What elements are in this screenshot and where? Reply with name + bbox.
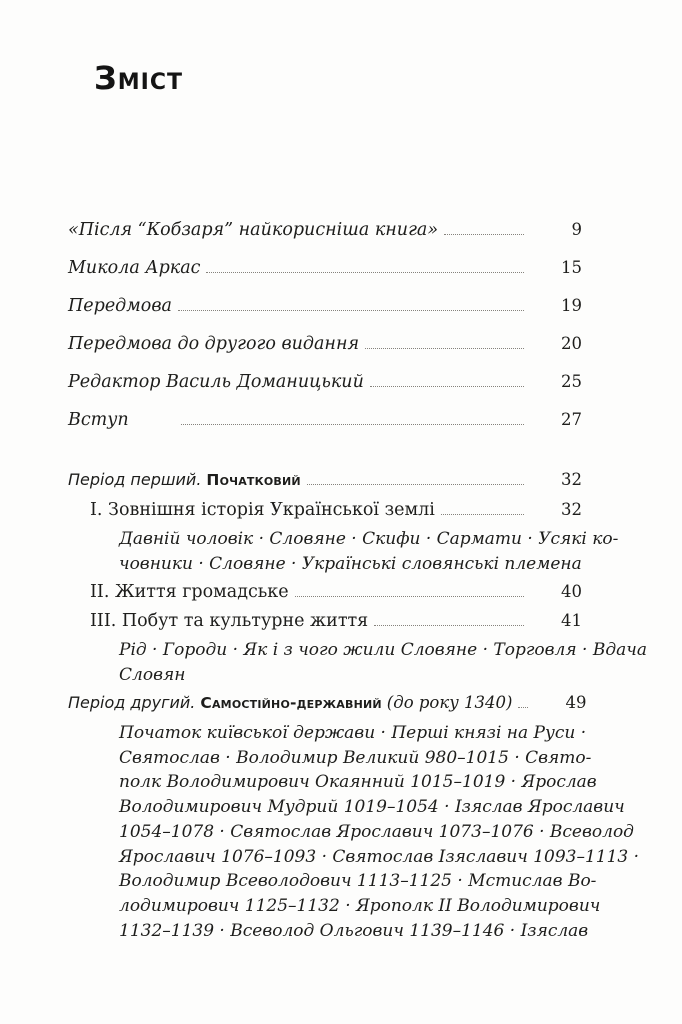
- toc-entry: [68, 408, 582, 432]
- toc-entry-page: 9: [571, 220, 582, 239]
- toc-entry-page: 15: [561, 258, 582, 277]
- toc-subentry: [90, 580, 582, 604]
- description-line: 1054–1078 · Святослав Ярославич 1073–1076 · Всеволод: [119, 821, 634, 842]
- section-name-label: Початковий: [206, 471, 301, 489]
- description-line: Володимир Всеволодович 1113–1125 · Мстислав Во-: [119, 871, 597, 892]
- toc-subentry-label: II. Життя громадське: [90, 582, 289, 602]
- toc-description: [119, 527, 619, 577]
- section-heading-label: [68, 468, 301, 492]
- toc-entry-label: Передмова: [68, 296, 172, 316]
- toc-section-heading: [68, 468, 582, 492]
- description-line: полк Володимирович Окаянний 1015–1019 · Ярослав: [119, 772, 597, 793]
- toc-section-page: 32: [561, 470, 582, 489]
- toc-description: [119, 638, 647, 688]
- page-title: Зміст: [94, 59, 183, 97]
- dotted-leader: [181, 421, 524, 425]
- toc-section-first-period: [68, 468, 647, 688]
- toc-entry: [68, 370, 582, 394]
- toc-section-page: 49: [565, 693, 587, 712]
- dotted-leader: [374, 622, 524, 626]
- dotted-leader: [441, 511, 524, 515]
- toc-entry-label: «Після “Кобзаря” найкорисніша книга»: [68, 220, 439, 240]
- description-line: Початок київської держави · Перші князі на Руси ·: [119, 723, 587, 743]
- toc-entry: [68, 294, 582, 318]
- dotted-leader: [307, 481, 524, 485]
- toc-entry-page: 27: [561, 410, 582, 429]
- toc-subentry-label: III. Побут та культурне життя: [90, 611, 369, 631]
- toc-entry: [68, 218, 582, 242]
- toc-entry-label: Вступ: [68, 410, 129, 430]
- table-of-contents: [68, 218, 647, 946]
- description-line: Ярославич 1076–1093 · Святослав Ізяславич 1093–1113 ·: [119, 846, 640, 867]
- section-name-label: Самостійно-державний: [200, 694, 382, 712]
- toc-entry: [68, 256, 582, 280]
- toc-subentry-page: 32: [561, 500, 582, 519]
- toc-section-second-period: [68, 691, 640, 943]
- toc-subentry-page: 40: [561, 582, 582, 601]
- toc-description: [119, 721, 640, 943]
- description-line: Давній чоловік · Словяне · Скифи · Сармати · Усякі ко-: [119, 529, 619, 549]
- toc-entry-page: 19: [561, 296, 582, 315]
- toc-subentry-label: I. Зовнішня історія Української землі: [90, 500, 435, 520]
- dotted-leader: [295, 593, 524, 597]
- description-line: лодимирович 1125–1132 · Ярополк II Володимирович: [119, 895, 601, 916]
- dotted-leader: [370, 383, 524, 387]
- toc-entry-label: Редактор Василь Доманицький: [68, 372, 364, 392]
- description-line: Словян: [119, 665, 186, 685]
- toc-entry-label: Микола Аркас: [68, 258, 201, 278]
- description-line: Рід · Городи · Як і з чого жили Словяне · Торговля · Вдача: [119, 640, 647, 660]
- description-line: Володимирович Мудрий 1019–1054 · Ізяслав Ярославич: [119, 797, 625, 818]
- section-heading-label: [68, 691, 512, 715]
- description-line: Святослав · Володимир Великий 980–1015 · Свято-: [119, 747, 592, 768]
- toc-subentry: [90, 498, 582, 522]
- description-line: 1132–1139 · Всеволод Ольгович 1139–1146 · Ізяслав: [119, 920, 589, 941]
- description-line: човники · Словяне · Українські словянські племена: [119, 554, 582, 574]
- toc-entry-page: 25: [561, 372, 582, 391]
- dotted-leader: [178, 307, 524, 311]
- dotted-leader: [206, 269, 524, 273]
- toc-entry-label: Передмова до другого видання: [68, 334, 360, 354]
- section-period-label: Період перший.: [68, 470, 202, 489]
- toc-section-heading: [68, 691, 587, 715]
- toc-entry-page: 20: [561, 334, 582, 353]
- dotted-leader: [518, 704, 528, 708]
- dotted-leader: [365, 345, 524, 349]
- toc-entry: [68, 332, 582, 356]
- toc-subentry-page: 41: [561, 611, 582, 630]
- section-suffix-label: (до року 1340): [386, 693, 513, 712]
- dotted-leader: [444, 231, 524, 235]
- toc-subentry: [90, 609, 582, 633]
- section-period-label: Період другий.: [68, 693, 196, 712]
